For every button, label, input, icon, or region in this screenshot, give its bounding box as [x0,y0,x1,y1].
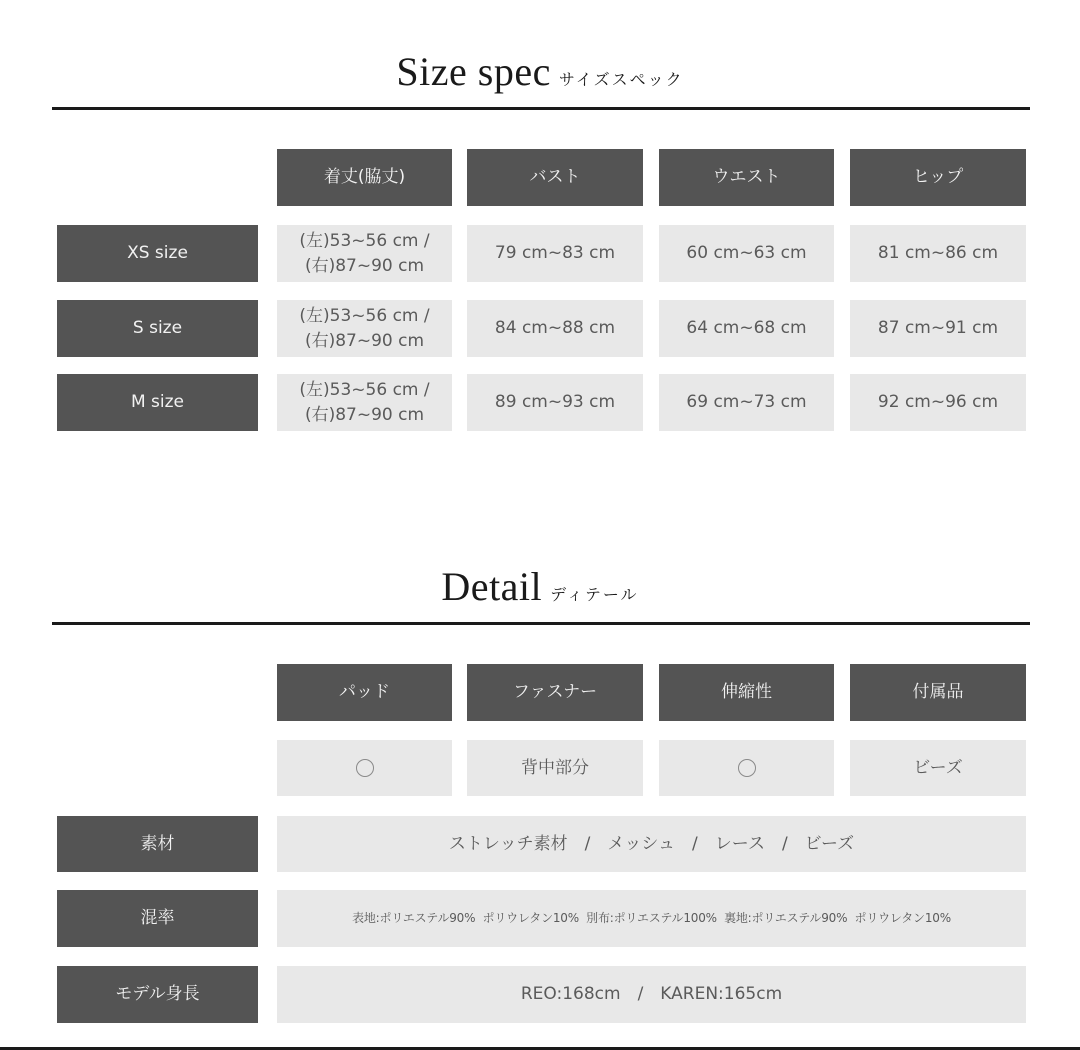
column-header-stretch: 伸縮性 [659,664,834,721]
column-header-waist: ウエスト [659,149,834,206]
hip-cell-xs: 81 cm~86 cm [850,225,1026,282]
column-header-bust: バスト [467,149,643,206]
detail-heading [0,563,1080,610]
model-height-value: REO:168cm / KAREN:165cm [277,966,1026,1023]
detail-subtitle: ディテール [550,585,639,604]
detail-title: Detail [441,564,543,609]
length-left: (左)53~56 cm / [299,305,430,326]
row-label-s: S size [57,300,258,357]
circle-mark-icon [356,759,374,777]
column-header-zipper: ファスナー [467,664,643,721]
length-right: (右)87~90 cm [304,255,425,276]
length-cell-m [277,374,452,431]
bust-cell-s: 84 cm~88 cm [467,300,643,357]
length-cell-s [277,300,452,357]
column-header-length: 着丈(脇丈) [277,149,452,206]
waist-cell-s: 64 cm~68 cm [659,300,834,357]
length-right: (右)87~90 cm [304,330,425,351]
accessories-value: ビーズ [850,740,1026,796]
row-label-blend: 混率 [57,890,258,947]
length-cell-xs [277,225,452,282]
waist-cell-xs: 60 cm~63 cm [659,225,834,282]
material-value: ストレッチ素材 / メッシュ / レース / ビーズ [277,816,1026,872]
pad-value [277,740,452,796]
stretch-value [659,740,834,796]
size-spec-divider [52,107,1030,110]
length-left: (左)53~56 cm / [299,379,430,400]
waist-cell-m: 69 cm~73 cm [659,374,834,431]
bust-cell-m: 89 cm~93 cm [467,374,643,431]
column-header-hip: ヒップ [850,149,1026,206]
row-label-xs: XS size [57,225,258,282]
blend-value: 表地:ポリエステル90% ポリウレタン10% 別布:ポリエステル100% 裏地:ポリエステル90% ポリウレタン10% [277,890,1026,947]
size-spec-title: Size spec [396,49,551,94]
length-right: (右)87~90 cm [304,404,425,425]
row-label-material: 素材 [57,816,258,872]
hip-cell-m: 92 cm~96 cm [850,374,1026,431]
column-header-pad: パッド [277,664,452,721]
hip-cell-s: 87 cm~91 cm [850,300,1026,357]
length-left: (左)53~56 cm / [299,230,430,251]
circle-mark-icon [738,759,756,777]
detail-divider [52,622,1030,625]
size-spec-subtitle: サイズスペック [558,70,684,89]
column-header-accessories: 付属品 [850,664,1026,721]
bust-cell-xs: 79 cm~83 cm [467,225,643,282]
row-label-m: M size [57,374,258,431]
size-spec-heading [0,48,1080,95]
row-label-model-height: モデル身長 [57,966,258,1023]
zipper-value: 背中部分 [467,740,643,796]
